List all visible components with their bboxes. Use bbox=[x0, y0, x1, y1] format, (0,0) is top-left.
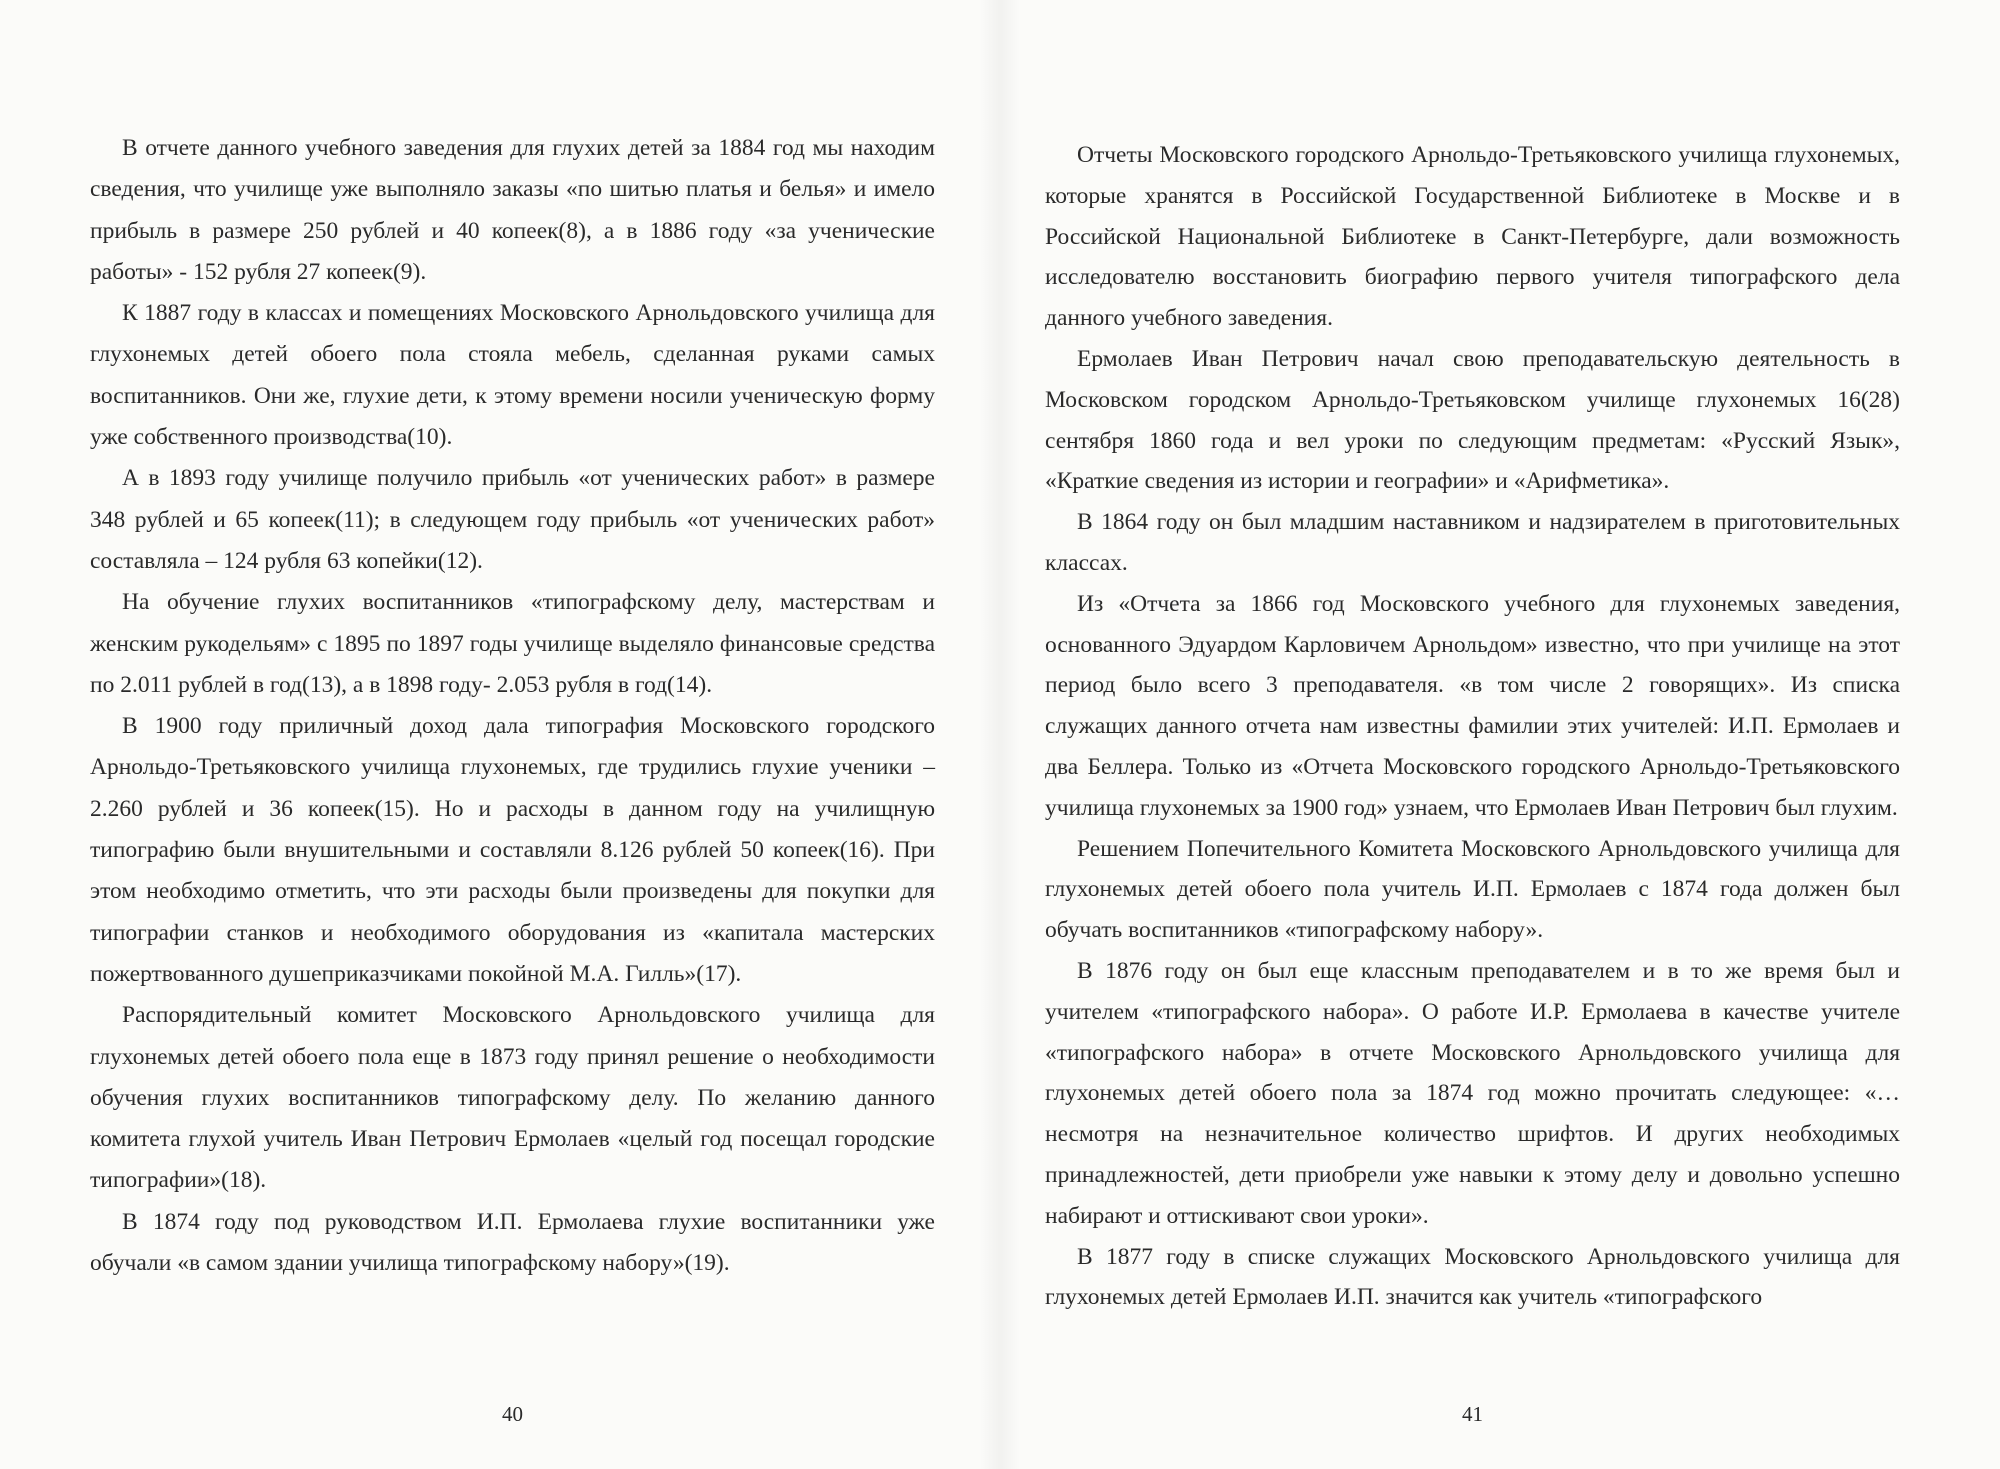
paragraph: Решением Попечительного Комитета Московского Арнольдовского училища для глухонемых детей обоего пола учитель И.П. Ермолаев с 1874 года должен был обучать воспитанников «типографскому набору». bbox=[1045, 835, 1900, 944]
paragraph: В отчете данного учебного заведения для глухих детей за 1884 год мы находим сведения, что училище уже выполняло заказы «по шитью платья и белья» и имело прибыль в размере 250 рублей и 40 копеек(8), а в 1886 году «за ученические работы» - 152 рубля 27 копеек(9). bbox=[90, 135, 935, 285]
paragraph: Из «Отчета за 1866 год Московского учебного для глухонемых заведения, основанного Эдуардом Карловичем Арнольдом» известно, что при училище на этот период было всего 3 преподавателя. «в том числе 2 говорящих». Из списка служащих данного отчета нам известны фамилии этих учителей: И.П. Ермолаев и два Беллера. Только из «Отчета Московского городского Арнольдо-Третьяковского училища глухонемых за 1900 год» узнаем, что Ермолаев Иван Петрович был глухим. bbox=[1045, 590, 1900, 821]
right-page-text bbox=[1045, 135, 1900, 1318]
book-gutter bbox=[980, 0, 1020, 1469]
page-number: 41 bbox=[1462, 1402, 1483, 1426]
paragraph: В 1874 году под руководством И.П. Ермолаева глухие воспитанники уже обучали «в самом здании училища типографскому набору»(19). bbox=[90, 1208, 935, 1277]
left-page bbox=[90, 0, 935, 1469]
paragraph: В 1876 году он был еще классным преподавателем и в то же время был и учителем «типографского набора». О работе И.Р. Ермолаева в качестве учителе «типографского набора» в отчете Московского Арнольдовского училища для глухонемых детей обоего пола за 1874 год можно прочитать следующее: «… несмотря на незначительное количество шрифтов. И других необходимых принадлежностей, дети приобрели уже навыки к этому делу и довольно успешно набирают и оттискивают свои уроки». bbox=[1045, 957, 1900, 1229]
paragraph: А в 1893 году училище получило прибыль «от ученических работ» в размере 348 рублей и 65 копеек(11); в следующем году прибыль «от ученических работ» составляла – 124 рубля 63 копейки(12). bbox=[90, 465, 935, 574]
paragraph: На обучение глухих воспитанников «типографскому делу, мастерствам и женским рукодельям» с 1895 по 1897 годы училище выделяло финансовые средства по 2.011 рублей в год(13), а в 1898 году- 2.053 рубля в год(14). bbox=[90, 589, 935, 698]
paragraph: К 1887 году в классах и помещениях Московского Арнольдовского училища для глухонемых детей обоего пола стояла мебель, сделанная руками самых воспитанников. Они же, глухие дети, к этому времени носили ученическую форму уже собственного производства(10). bbox=[90, 300, 935, 451]
page-number: 40 bbox=[502, 1402, 523, 1426]
paragraph: В 1877 году в списке служащих Московского Арнольдовского училища для глухонемых детей Ермолаев И.П. значится как учитель «типографского bbox=[1045, 1243, 1900, 1311]
paragraph: Ермолаев Иван Петрович начал свою преподавательскую деятельность в Московском городском Арнольдо-Третьяковском училище глухонемых 16(28) сентября 1860 года и вел уроки по следующим предметам: «Русский Язык», «Краткие сведения из истории и географии» и «Арифметика». bbox=[1045, 345, 1900, 495]
paragraph: В 1900 году приличный доход дала типография Московского городского Арнольдо-Третьяковского училища глухонемых, где трудились глухие ученики – 2.260 рублей и 36 копеек(15). Но и расходы в данном году на училищную типографию были внушительными и составляли 8.126 рублей 50 копеек(16). При этом необходимо отметить, что эти расходы были произведены для покупки для типографии станков и необходимого оборудования из «капитала мастерских пожертвованного душеприказчиками покойной М.А. Гилль»(17). bbox=[90, 713, 935, 987]
paragraph: В 1864 году он был младшим наставником и надзирателем в приготовительных классах. bbox=[1045, 509, 1900, 576]
left-page-text bbox=[90, 128, 935, 1284]
paragraph: Распорядительный комитет Московского Арнольдовского училища для глухонемых детей обоего пола еще в 1873 году принял решение о необходимости обучения глухих воспитанников типографскому делу. По желанию данного комитета глухой учитель Иван Петрович Ермолаев «целый год посещал городские типографии»(18). bbox=[90, 1002, 935, 1194]
right-page bbox=[1045, 0, 1900, 1469]
paragraph: Отчеты Московского городского Арнольдо-Третьяковского училища глухонемых, которые хранятся в Российской Государственной Библиотеке в Москве и в Российской Национальной Библиотеке в Санкт-Петербурге, дали возможность исследователю восстановить биографию первого учителя типографского дела данного учебного заведения. bbox=[1045, 142, 1900, 332]
